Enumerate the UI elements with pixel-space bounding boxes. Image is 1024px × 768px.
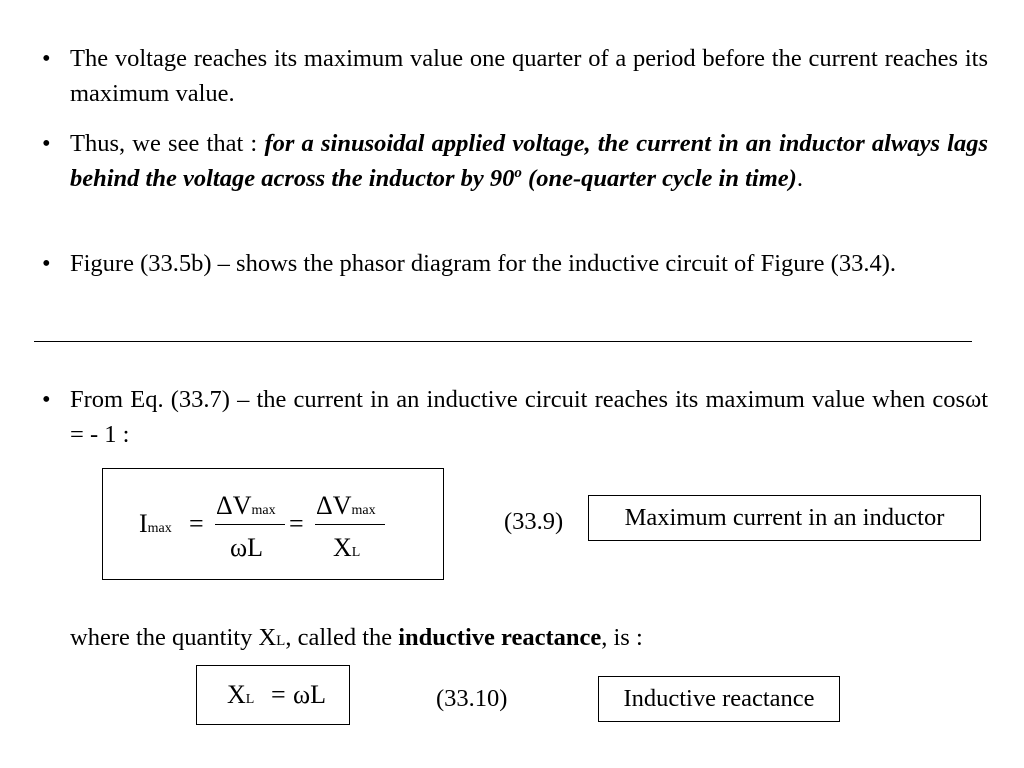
eq2-equals: =: [271, 680, 286, 709]
where-part-c: , is :: [601, 624, 643, 651]
eq-num1-symbol: ΔV: [216, 491, 252, 520]
eq-num2-subscript: max: [351, 503, 376, 518]
eq-equals-2: =: [289, 509, 304, 538]
section-divider: [34, 341, 972, 342]
bullet-text: From Eq. (33.7) – the current in an inductive circuit reaches its maximum value when cosωt = - 1 :: [70, 386, 988, 448]
eq2-lhs: [227, 682, 254, 713]
eq-numerator-1: [216, 493, 276, 524]
eq-num2-symbol: ΔV: [316, 491, 352, 520]
eq-denominator-2: [333, 535, 360, 566]
bullet-marker: •: [42, 386, 51, 413]
eq-lhs-subscript: max: [147, 521, 172, 536]
bullet-marker: •: [42, 45, 51, 72]
eq-den2-symbol: X: [333, 533, 352, 562]
equation-number-33-9: (33.9): [504, 508, 564, 535]
degree-superscript: o: [514, 165, 522, 181]
bullet-max-current-condition: [42, 382, 988, 452]
eq-lhs-symbol: I: [139, 509, 148, 538]
term-inductive-reactance: inductive reactance: [398, 624, 602, 651]
eq-numerator-2: [316, 493, 376, 524]
eq2-rhs: ωL: [293, 680, 326, 709]
where-part-b: , called the: [285, 624, 399, 651]
eq-num1-subscript: max: [251, 503, 276, 518]
fraction-bar-2: [315, 524, 385, 525]
bullet-lead: Thus, we see that :: [70, 130, 265, 157]
bullet-text: The voltage reaches its maximum value one quarter of a period before the current reaches its maximum value.: [70, 45, 988, 107]
label-max-current-inductor: Maximum current in an inductor: [588, 495, 981, 541]
label-inductive-reactance: Inductive reactance: [598, 676, 840, 722]
fraction-bar-1: [215, 524, 285, 525]
emphasis-part-b: (one-quarter cycle in time): [521, 165, 797, 192]
eq-equals-1: =: [189, 509, 204, 538]
eq-den2-subscript: L: [351, 545, 361, 560]
where-part-a: where the quantity X: [70, 624, 277, 651]
eq-denominator-1: ωL: [230, 533, 263, 562]
bullet-current-lags-voltage: [42, 126, 988, 196]
bullet-tail: .: [796, 165, 803, 192]
bullet-text: [70, 126, 988, 196]
bullet-marker: •: [42, 250, 51, 277]
equation-box-max-current: [102, 468, 444, 580]
equation-number-33-10: (33.10): [436, 685, 508, 712]
equation-box-inductive-reactance: [196, 665, 350, 725]
bullet-phasor-diagram: [42, 246, 988, 281]
bullet-text: Figure (33.5b) – shows the phasor diagram for the inductive circuit of Figure (33.4).: [70, 250, 897, 277]
eq-lhs: [139, 511, 172, 542]
eq2-lhs-subscript: L: [245, 692, 255, 707]
bullet-voltage-quarter-period: [42, 41, 988, 111]
bullet-marker: •: [42, 130, 51, 157]
eq2-lhs-symbol: X: [227, 680, 246, 709]
where-subscript: L: [276, 633, 286, 649]
where-inductive-reactance: [70, 623, 643, 656]
emphasis-part-a: for a sinusoidal applied voltage, the current in an inductor always lags behind the voltage across the inductor by 90: [70, 130, 988, 192]
